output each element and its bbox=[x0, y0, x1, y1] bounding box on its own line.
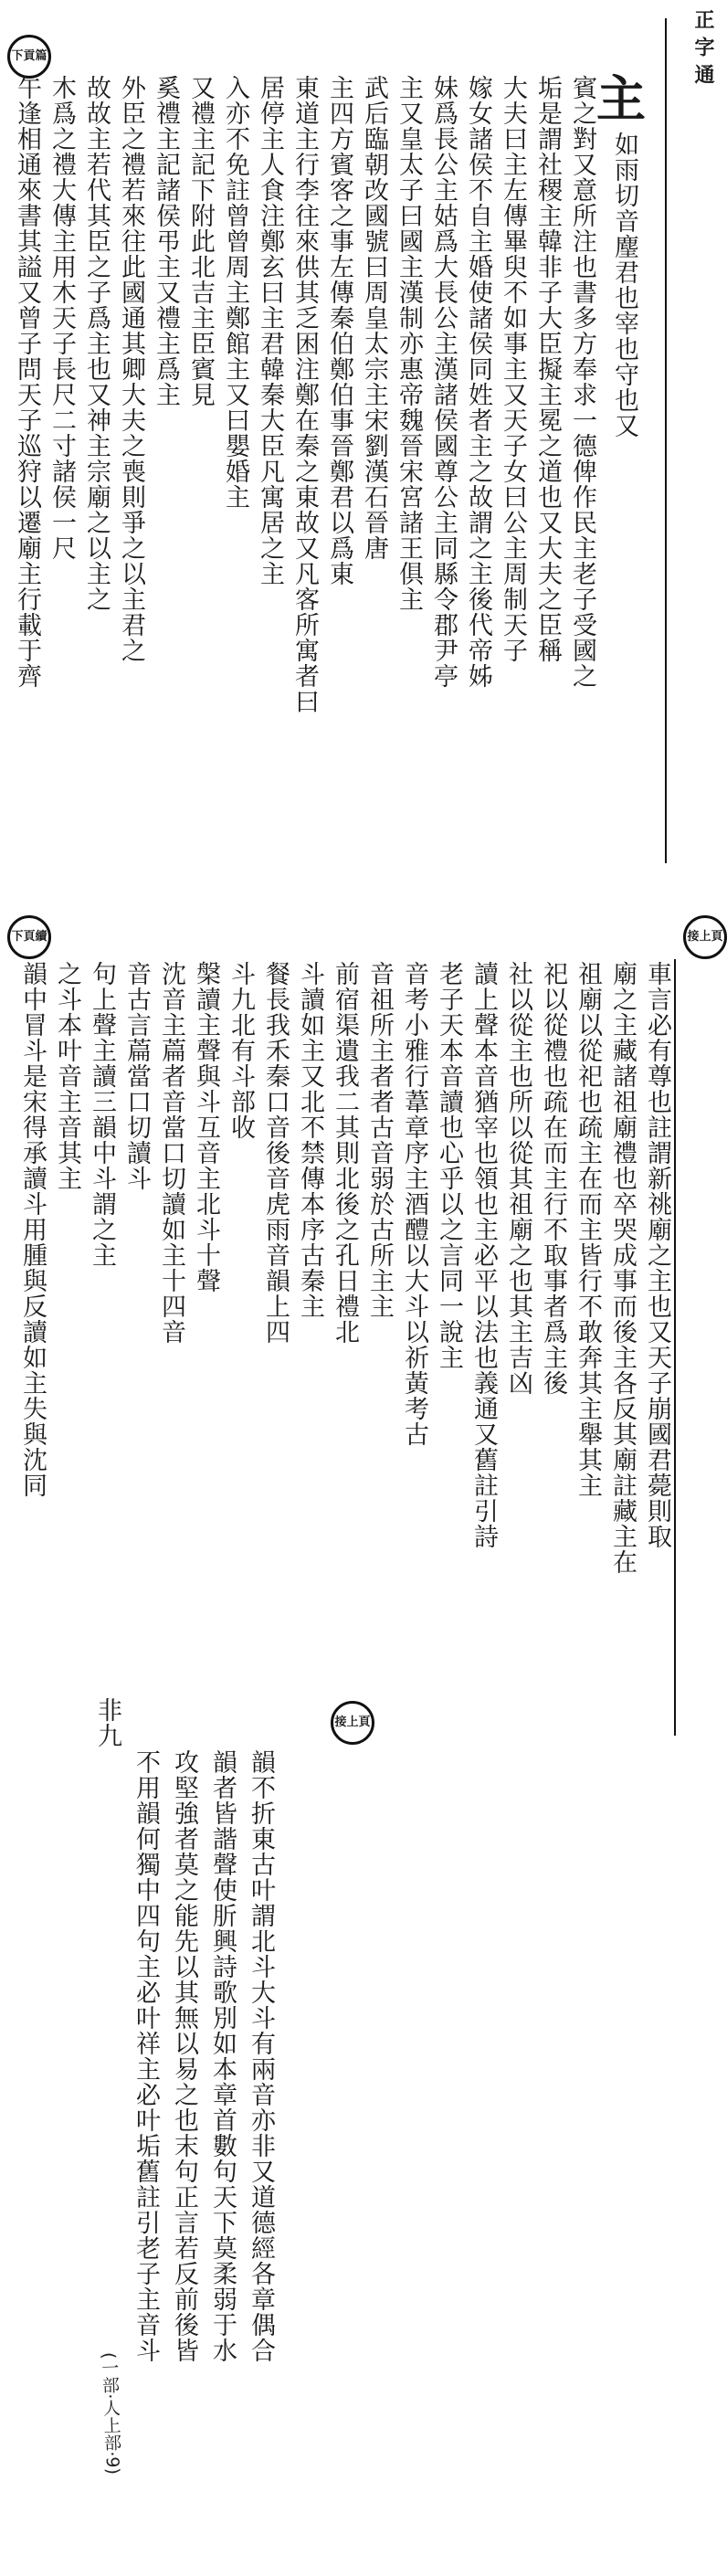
entry-column-32: 槃讀主聲與斗互音主北斗十聲 bbox=[192, 961, 220, 1293]
continued-from-previous-page-tab-2: 接上頁 bbox=[331, 1701, 374, 1745]
entry-column-11: 居停主人食注鄭玄曰主君韓秦大臣凡寓居之主 bbox=[256, 75, 284, 586]
page-rule-2 bbox=[674, 959, 676, 1736]
entry-column-8: 武后臨朝改國號曰周皇太宗主宋劉漢石晉唐 bbox=[360, 75, 388, 561]
entry-column-5: 嫁女諸侯不自主婚使諸侯同姓者主之故謂之主後代帝姊 bbox=[464, 75, 492, 689]
entry-column-36: 之斗本叶音主音其主 bbox=[53, 961, 81, 1191]
entry-column-17: 木爲之禮大傳主用木天子長尺二寸諸侯一尺 bbox=[47, 75, 76, 561]
entry-column-21: 祖廟以從祀也疏主在而主皆行不敢奔其主舉其主 bbox=[574, 961, 602, 1498]
entry-column-2: 賓之對又意所注也書多方奉求一德俾作民主老子受國之 bbox=[568, 75, 596, 689]
entry-column-7: 主又皇太子曰國主漢制亦惠帝魏晉宋宮諸王俱主 bbox=[395, 75, 423, 612]
entry-column-31: 斗九北有斗部收 bbox=[227, 961, 255, 1140]
entry-column-25: 老子天本音讀也心乎以之言同一說主 bbox=[435, 961, 463, 1370]
entry-column-3: 垢是謂社稷主韓非子大臣擬主冕之道也又大夫之臣稱 bbox=[533, 75, 562, 663]
entry-column-6: 妹爲長公主姑爲大長公主漢諸侯國尊公主同縣令郡尹亭 bbox=[429, 75, 458, 689]
entry-column-23: 社以從主也所以從其祖廟之也其主吉凶 bbox=[504, 961, 532, 1396]
continued-next-page-tab-2: 下頁續 bbox=[7, 915, 51, 959]
continued-from-previous-page-tab-1: 接上頁 bbox=[683, 915, 727, 959]
entry-column-40: 攻堅強者莫之能先以其無以易之也末句正言若反前後皆 bbox=[170, 1749, 198, 2363]
entry-column-26: 音考小雅行葦章序主酒醴以大斗以祈黃考古 bbox=[400, 961, 428, 1447]
entry-column-22: 祀以從禮也疏在而主行不取事者爲主後 bbox=[539, 961, 567, 1396]
entry-column-30: 餐長我禾秦口音後音虎雨音韻上四 bbox=[261, 961, 290, 1345]
entry-column-24: 讀上聲本音猶宰也領也主必平以法也義通又舊註引詩 bbox=[469, 961, 498, 1549]
page-rule-1 bbox=[665, 18, 667, 863]
entry-column-41: 韻者皆諧聲使肵興詩歌別如本章首數句天下莫柔弱于水 bbox=[208, 1749, 237, 2363]
handwritten-page-note: (一部·人上部·9) bbox=[98, 2351, 123, 2476]
entry-column-42: 韻不折東古叶謂北斗大斗有兩音亦非又道德經各章偶合 bbox=[247, 1749, 275, 2363]
entry-column-14: 奚禮主記諸侯弔主又禮主爲主 bbox=[152, 75, 180, 407]
entry-column-34: 音古言萹當口切讀斗 bbox=[122, 961, 151, 1191]
entry-column-37: 韻中冒斗是宋得承讀斗用腫與反讀如主失與沈同 bbox=[18, 961, 47, 1498]
entry-column-12: 入亦不免註曾曾周主鄭館主又曰嬰婚主 bbox=[221, 75, 249, 510]
entry-column-15: 外臣之禮若來往此國通其卿大夫之喪則爭之以主君之 bbox=[117, 75, 145, 663]
entry-column-16: 故故主若代其臣之子爲主也又神主宗廟之以主之 bbox=[82, 75, 111, 612]
entry-column-38: 非九 bbox=[93, 1697, 121, 1748]
continued-next-page-tab-1: 下貢篇 bbox=[7, 35, 51, 79]
entry-column-4: 大夫曰主左傳畢臾不如事主又天子女曰公主周制天子 bbox=[499, 75, 527, 663]
entry-column-27: 音祖所主者者古音弱於古所主主 bbox=[365, 961, 394, 1319]
entry-column-19: 車言必有尊也註謂新祧廟之主也又天子崩國君薨則取 bbox=[643, 961, 671, 1549]
entry-column-18: 午逢相通來書其謚又曾子問天子巡狩以遷廟主行載于齊 bbox=[13, 75, 41, 689]
entry-column-1: 如雨切音麈君也宰也守也又 bbox=[610, 132, 638, 438]
entry-column-9: 主四方賓客之事左傳秦伯鄭伯事晉鄭君以爲東 bbox=[325, 75, 353, 586]
entry-column-35: 句上聲主讀三韻中斗謂之主 bbox=[88, 961, 116, 1268]
entry-column-29: 斗讀如主又北不禁傳本序古秦主 bbox=[296, 961, 324, 1319]
entry-column-39: 不用韻何獨中四句主必叶祥主必叶垢舊註引老子主音斗 bbox=[132, 1749, 160, 2363]
book-title-header: 正字通 bbox=[691, 9, 715, 91]
entry-column-20: 廟之主藏諸祖廟禮也卒哭成事而後主各反其廟註藏主在 bbox=[608, 961, 637, 1575]
entry-column-28: 前宿渠遺我二其則北後之孔日禮北 bbox=[331, 961, 359, 1345]
entry-column-33: 沈音主萹者音當口切讀如主十四音 bbox=[157, 961, 185, 1345]
entry-column-10: 東道主行李往來供其乏困注鄭在秦之東故又凡客所寓者曰 bbox=[290, 75, 319, 714]
headword-character: 主 bbox=[596, 69, 646, 128]
entry-column-13: 又禮主記下附此北吉主臣賓見 bbox=[186, 75, 215, 407]
